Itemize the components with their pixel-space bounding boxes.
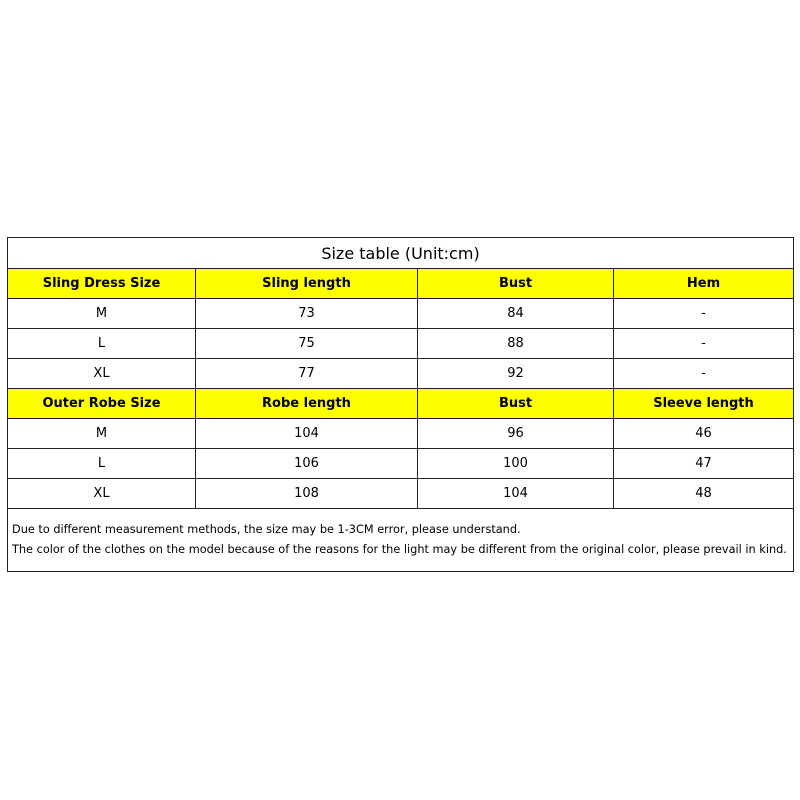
- size-cell: L: [8, 449, 196, 479]
- table-row: [8, 299, 794, 329]
- value-cell: 88: [418, 329, 614, 359]
- size-table: [7, 237, 794, 572]
- size-cell: XL: [8, 479, 196, 509]
- size-cell: M: [8, 419, 196, 449]
- value-cell: 77: [196, 359, 418, 389]
- notes-row: [8, 509, 794, 572]
- value-cell: 46: [614, 419, 794, 449]
- table-row: [8, 359, 794, 389]
- table-row: [8, 449, 794, 479]
- size-cell: M: [8, 299, 196, 329]
- header-cell: Sling Dress Size: [8, 269, 196, 299]
- header-cell: Hem: [614, 269, 794, 299]
- value-cell: 106: [196, 449, 418, 479]
- value-cell: 47: [614, 449, 794, 479]
- size-cell: XL: [8, 359, 196, 389]
- header-cell: Bust: [418, 389, 614, 419]
- value-cell: 84: [418, 299, 614, 329]
- header-cell: Robe length: [196, 389, 418, 419]
- size-cell: L: [8, 329, 196, 359]
- header-cell: Outer Robe Size: [8, 389, 196, 419]
- header-cell: Sleeve length: [614, 389, 794, 419]
- header-cell: Bust: [418, 269, 614, 299]
- value-cell: 48: [614, 479, 794, 509]
- value-cell: 75: [196, 329, 418, 359]
- value-cell: 92: [418, 359, 614, 389]
- outer-robe-header-row: [8, 389, 794, 419]
- note-measurement: Due to different measurement methods, the size may be 1-3CM error, please understand.: [12, 523, 521, 536]
- value-cell: 96: [418, 419, 614, 449]
- table-title: Size table (Unit:cm): [8, 238, 794, 269]
- table-row: [8, 479, 794, 509]
- sling-dress-header-row: [8, 269, 794, 299]
- value-cell: -: [614, 359, 794, 389]
- table-row: [8, 329, 794, 359]
- value-cell: 104: [418, 479, 614, 509]
- value-cell: 108: [196, 479, 418, 509]
- title-row: [8, 238, 794, 269]
- value-cell: 73: [196, 299, 418, 329]
- notes-cell: [8, 509, 794, 572]
- value-cell: -: [614, 329, 794, 359]
- value-cell: 100: [418, 449, 614, 479]
- header-cell: Sling length: [196, 269, 418, 299]
- value-cell: 104: [196, 419, 418, 449]
- note-color: The color of the clothes on the model because of the reasons for the light may be different from the original color, please prevail in kind.: [12, 543, 787, 556]
- value-cell: -: [614, 299, 794, 329]
- table-row: [8, 419, 794, 449]
